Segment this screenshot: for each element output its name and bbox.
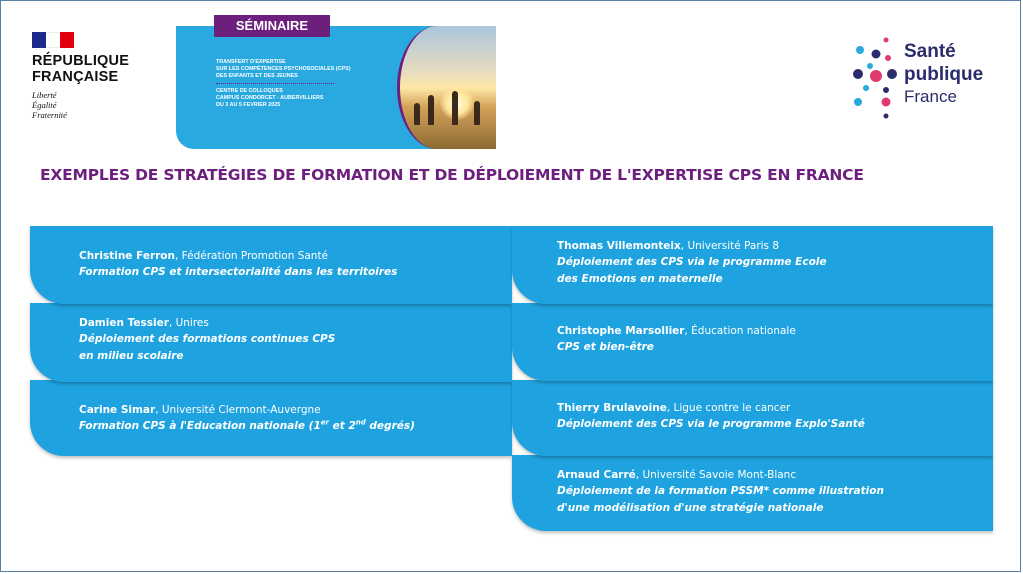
- speaker-name: Damien Tessier: [79, 317, 169, 329]
- speaker-name: Carine Simar: [79, 404, 156, 416]
- speaker-topic: Formation CPS à l'Education nationale (1er et 2nd degrés): [79, 418, 415, 432]
- speaker-topic: Déploiement des formations continues CPS en milieu scolaire: [79, 333, 336, 362]
- spf-dots-icon: [850, 34, 902, 124]
- speaker-topic: Déploiement de la formation PSSM* comme illustration d'une modélisation d'une stratégie nationale: [557, 485, 884, 514]
- speaker-box-left-1: [30, 226, 512, 304]
- speaker-org: , Unires: [168, 317, 209, 329]
- speaker-org: , Fédération Promotion Santé: [175, 250, 329, 262]
- speaker-org: , Éducation nationale: [684, 325, 796, 337]
- rf-name: RÉPUBLIQUE FRANÇAISE: [32, 53, 130, 85]
- spf-line3: France: [904, 87, 957, 106]
- speaker-name: Arnaud Carré: [557, 469, 636, 481]
- speaker-box-right-1: [512, 226, 993, 304]
- speaker-box-left-3: [30, 380, 512, 456]
- sante-publique-france-logo: [850, 34, 1010, 124]
- family-sunset-photo: [397, 26, 496, 149]
- speaker-topic: Déploiement des CPS via le programme Ecole des Emotions en maternelle: [557, 256, 827, 285]
- seminar-tag: SÉMINAIRE: [214, 15, 330, 37]
- speaker-org: , Université Clermont-Auvergne: [155, 404, 321, 416]
- speaker-name: Thomas Villemonteix: [557, 240, 681, 252]
- spf-line1: Santé: [904, 41, 956, 62]
- speaker-box-right-3: [512, 380, 993, 456]
- french-flag-icon: [32, 32, 74, 48]
- speaker-name: Christophe Marsollier: [557, 325, 685, 337]
- spf-line2: publique: [904, 64, 984, 85]
- speaker-org: , Ligue contre le cancer: [666, 402, 791, 414]
- speaker-org: , Université Paris 8: [680, 240, 780, 252]
- speaker-box-right-4: [512, 455, 993, 531]
- speaker-box-left-2: [30, 303, 512, 382]
- rf-motto: Liberté Égalité Fraternité: [32, 90, 67, 120]
- speaker-name: Thierry Brulavoine: [557, 402, 667, 414]
- page-title: EXEMPLES DE STRATÉGIES DE FORMATION ET DE DÉPLOIEMENT DE L'EXPERTISE CPS EN FRANCE: [40, 166, 864, 184]
- republique-francaise-logo: [32, 32, 142, 120]
- banner-text: TRANSFERT D'EXPERTISE SUR LES COMPÉTENCES PSYCHOSOCIALES (CPS) DES ENFANTS ET DES JEUNES CENTRE DE COLLOQUES CAMPUS CONDORCET - AUBERVILLIERS DU 3 AU 5 FEVRIER 2025: [216, 59, 351, 108]
- speaker-box-right-2: [512, 303, 993, 381]
- speaker-topic: Formation CPS et intersectorialité dans les territoires: [79, 266, 398, 278]
- speaker-topic: Déploiement des CPS via le programme Explo'Santé: [557, 418, 865, 430]
- speaker-name: Christine Ferron: [79, 250, 175, 262]
- seminar-banner: [176, 26, 496, 149]
- speaker-org: , Université Savoie Mont-Blanc: [635, 469, 797, 481]
- speaker-topic: CPS et bien-être: [557, 341, 654, 353]
